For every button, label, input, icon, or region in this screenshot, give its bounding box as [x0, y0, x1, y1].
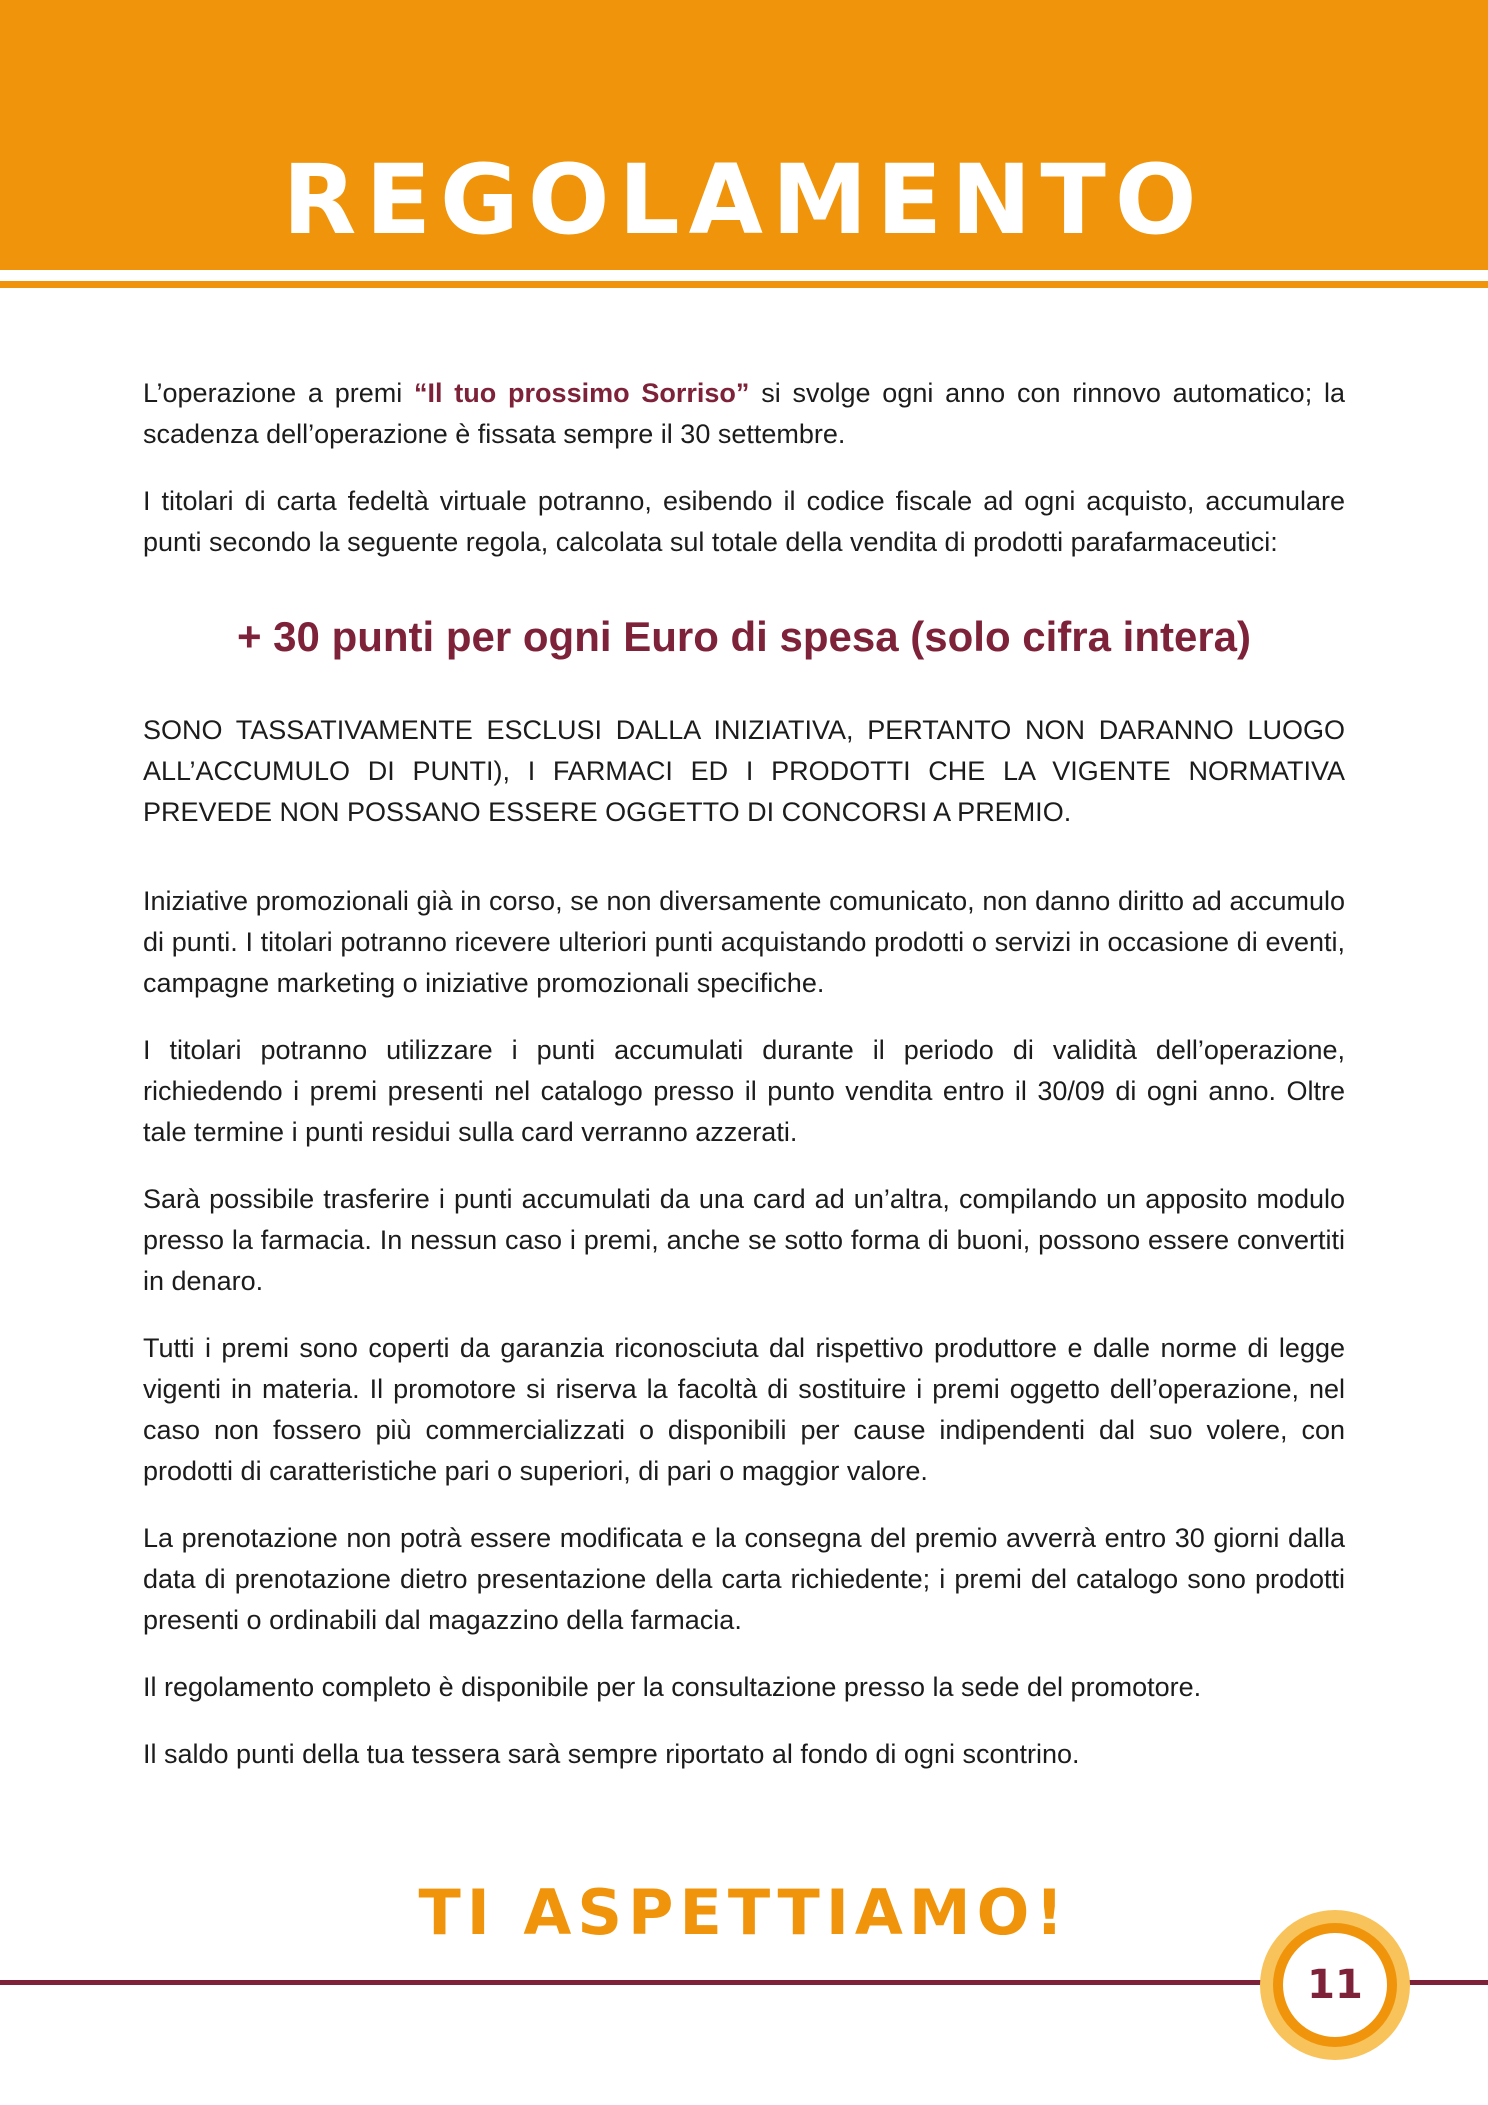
- intro-pre: L’operazione a premi: [143, 378, 415, 408]
- points-rule: + 30 punti per ogni Euro di spesa (solo cifra intera): [236, 613, 1252, 660]
- header-divider: [0, 281, 1488, 288]
- exclusion-paragraph: SONO TASSATIVAMENTE ESCLUSI DALLA INIZIATIVA, PERTANTO NON DARANNO LUOGO ALL’ACCUMULO DI PUNTI), I FARMACI ED I PRODOTTI CHE LA VIGENTE NORMATIVA PREVEDE NON POSSANO ESSERE OGGETTO DI CONCORSI A PREMIO.: [143, 715, 1345, 827]
- paragraph-transfer: Sarà possibile trasferire i punti accumulati da una card ad un’altra, compilando un apposito modulo presso la farmacia. In nessun caso i premi, anche se sotto forma di buoni, possono essere convertiti in denaro.: [143, 1184, 1345, 1296]
- paragraph-cardholders: I titolari di carta fedeltà virtuale potranno, esibendo il codice fiscale ad ogni acquisto, accumulare punti secondo la seguente regola, calcolata sul totale della vendita di prodotti parafarmaceutici:: [143, 486, 1345, 557]
- paragraph-warranty: Tutti i premi sono coperti da garanzia riconosciuta dal rispettivo produttore e dalle norme di legge vigenti in materia. Il promotore si riserva la facoltà di sostituire i premi oggetto dell’operazione, nel caso non fossero più commercializzati o disponibili per cause indipendenti dal suo volere, con prodotti di caratteristiche pari o superiori, di pari o maggior valore.: [143, 1333, 1345, 1486]
- paragraph-redemption: I titolari potranno utilizzare i punti accumulati durante il periodo di validità dell’operazione, richiedendo i premi presenti nel catalogo presso il punto vendita entro il 30/09 di ogni anno. Oltre tale termine i punti residui sulla card verranno azzerati.: [143, 1035, 1345, 1147]
- paragraph-booking: La prenotazione non potrà essere modificata e la consegna del premio avverrà entro 30 giorni dalla data di prenotazione dietro presentazione della carta richiedente; i premi del catalogo sono prodotti presenti o ordinabili dal magazzino della farmacia.: [143, 1523, 1345, 1635]
- intro-paragraph: [143, 373, 1345, 455]
- page-title: REGOLAMENTO: [282, 144, 1206, 257]
- paragraph-promotions: Iniziative promozionali già in corso, se non diversamente comunicato, non danno diritto ad accumulo di punti. I titolari potranno ricevere ulteriori punti acquistando prodotti o servizi in occasione di eventi, campagne marketing o iniziative promozionali specifiche.: [143, 886, 1345, 998]
- intro-post: si svolge ogni anno con rinnovo automatico; la scadenza dell’operazione è fissata sempre il 30 settembre.: [143, 378, 1345, 449]
- regulation-body: [143, 373, 1345, 1801]
- paragraph-full-regulation: Il regolamento completo è disponibile per la consultazione presso la sede del promotore.: [143, 1672, 1202, 1702]
- paragraph-balance: Il saldo punti della tua tessera sarà sempre riportato al fondo di ogni scontrino.: [143, 1739, 1080, 1769]
- promo-name: “Il tuo prossimo Sorriso”: [414, 378, 750, 408]
- page-number: 11: [1283, 1933, 1387, 2037]
- closing-slogan: TI ASPETTIAMO!: [418, 1876, 1070, 1949]
